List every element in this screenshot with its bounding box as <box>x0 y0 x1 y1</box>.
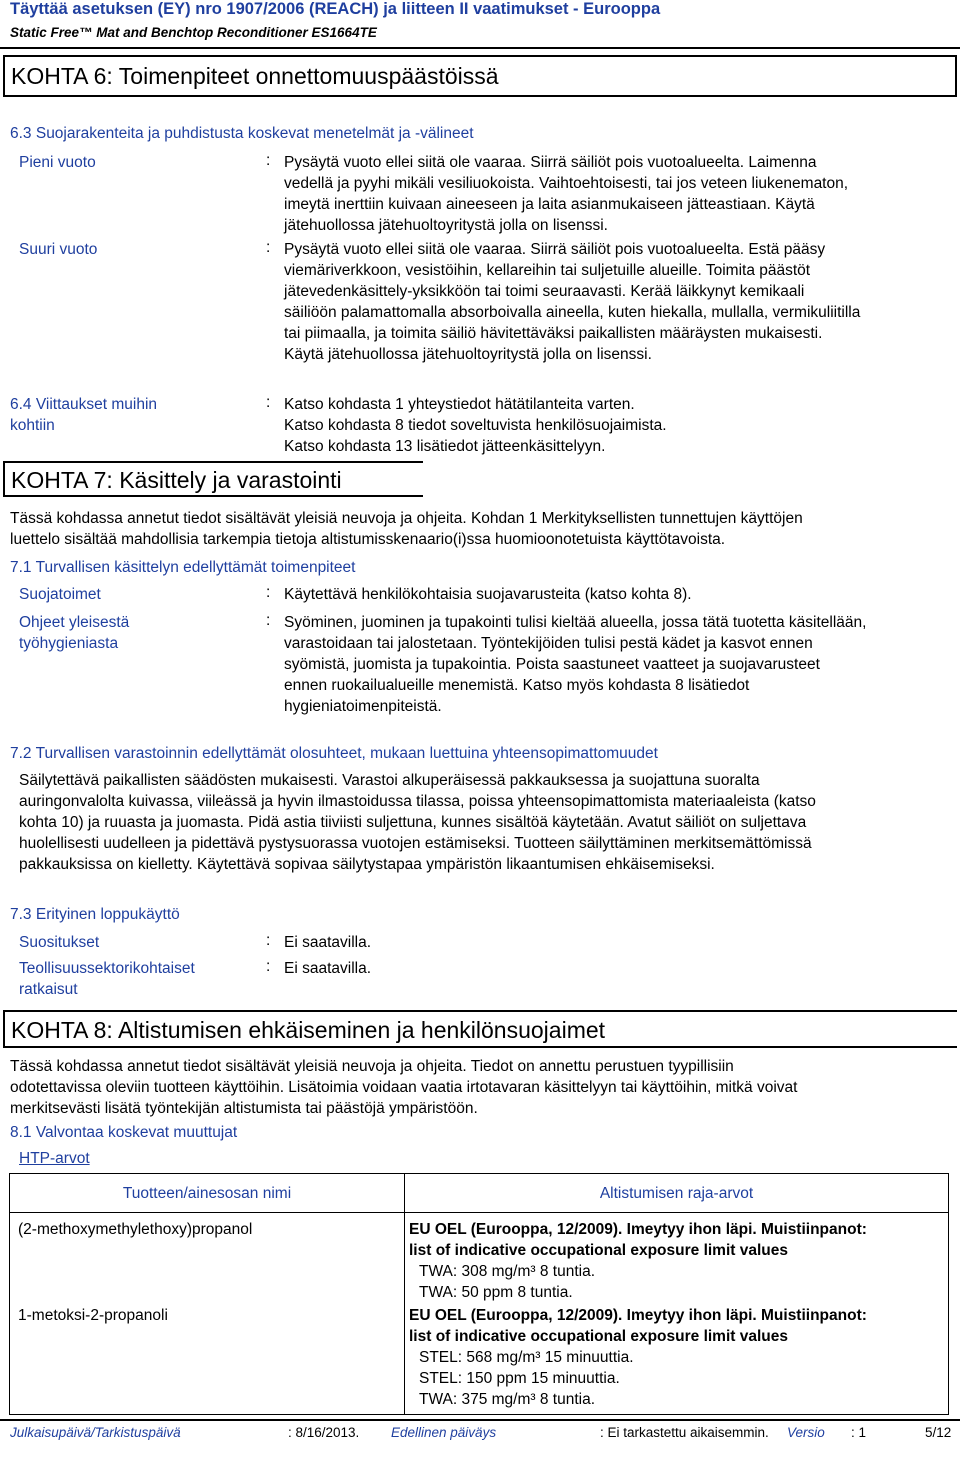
section-8-intro <box>10 1056 950 1119</box>
substance-name: 1-metoksi-2-propanoli <box>10 1305 405 1415</box>
text-line: Tässä kohdassa annetut tiedot sisältävät yleisiä neuvoja ja ohjeita. Kohdan 1 Merkityksellisten tunnettujen käyttöjen <box>10 510 803 527</box>
previous-date-label: Edellinen päiväys <box>391 1425 497 1440</box>
exposure-limit-cell <box>405 1213 949 1306</box>
text-line: imeytä inerttiin kuivaan aineeseen ja laita asianmukaiseen jätteastiaan. Käytä <box>284 196 815 213</box>
storage-conditions-text <box>19 770 949 875</box>
text-line: jätevedenkäsittely-yksikköön tai toimi seuraavasti. Kerää läikkynyt kemikaali <box>284 283 805 300</box>
small-spill-label: Pieni vuoto <box>19 154 96 171</box>
text-line: Katso kohdasta 8 tiedot soveltuvista henkilösuojaimista. <box>284 417 667 434</box>
previous-date-value: : Ei tarkastettu aikaisemmin. <box>600 1425 769 1440</box>
large-spill-text <box>284 239 954 365</box>
text-line: syömistä, juomista ja tupakointia. Poista saastuneet vaatteet ja suojavarusteet <box>284 656 820 673</box>
page-number: 5/12 <box>925 1425 952 1440</box>
text-line: luettelo sisältää mahdollisia tarkempia tietoja altistumisskenaario(i)ssa huomioonotetuista käyttötavoista. <box>10 531 726 548</box>
limit-note: list of indicative occupational exposure limit values <box>409 1328 788 1345</box>
version-value: : 1 <box>851 1425 867 1440</box>
text-line: ennen ruokailualueille menemistä. Katso myös kohdasta 8 lisätiedot <box>284 677 750 694</box>
product-name: Static Free™ Mat and Benchtop Reconditioner ES1664TE <box>10 25 377 40</box>
text-line: Katso kohdasta 1 yhteystiedot hätätilanteita varten. <box>284 396 635 413</box>
label-line: 6.4 Viittaukset muihin <box>10 396 158 413</box>
label-line: kohtiin <box>10 417 55 434</box>
hygiene-advice-text <box>284 612 954 717</box>
recommendations-value: Ei saatavilla. <box>284 934 372 951</box>
text-line: Pysäytä vuoto ellei siitä ole vaaraa. Siirrä säiliöt pois vuotoalueelta. Estä pääsy <box>284 241 826 258</box>
section-7-title-box <box>3 461 423 497</box>
limit-value: TWA: 50 ppm 8 tuntia. <box>419 1284 573 1301</box>
limit-source: EU OEL (Eurooppa, 12/2009). Imeytyy ihon läpi. Muistiinpanot: <box>409 1221 867 1238</box>
column-header-name: Tuotteen/ainesosan nimi <box>10 1174 405 1213</box>
section-7-intro <box>10 508 950 550</box>
references-6-4-text <box>284 394 954 457</box>
protective-measures-label: Suojatoimet <box>19 586 101 603</box>
limit-value: TWA: 375 mg/m³ 8 tuntia. <box>419 1391 596 1408</box>
text-line: odotettavissa oleviin tuotteen käyttöihin. Lisätoimia voidaan vaatia irtotavaran käsittelyyn tai käyttöihin, mitkä voivat <box>10 1079 798 1096</box>
subsection-7-1-heading: 7.1 Turvallisen käsittelyn edellyttämät toimenpiteet <box>10 559 356 576</box>
colon: : <box>266 584 271 601</box>
text-line: tai piimaalla, ja toimita säiliö hävitettäväksi paikallisten määräysten mukaisesti. <box>284 325 823 342</box>
limit-note: list of indicative occupational exposure limit values <box>409 1242 788 1259</box>
publication-date-label: Julkaisupäivä/Tarkistuspäivä <box>10 1425 181 1440</box>
large-spill-label: Suuri vuoto <box>19 241 98 258</box>
header-divider <box>0 47 960 49</box>
text-line: huolellisesti uudelleen ja pidettävä pystysuorassa vuotojen estämiseksi. Tuotteen säilyttäminen merkitsemättömissä <box>19 835 812 852</box>
text-line: varastoidaan tai jalostetaan. Työntekijöiden tulisi pestä kädet ja kasvot ennen <box>284 635 813 652</box>
exposure-limits-table <box>9 1173 949 1415</box>
substance-name: (2-methoxymethylethoxy)propanol <box>10 1213 405 1306</box>
text-line: Syöminen, juominen ja tupakointi tulisi kieltää alueella, jossa tätä tuotetta käsitellään, <box>284 614 867 631</box>
colon: : <box>266 239 271 256</box>
text-line: Tässä kohdassa annetut tiedot sisältävät yleisiä neuvoja ja ohjeita. Tiedot on annettu perustuen tyypillisiin <box>10 1058 734 1075</box>
text-line: viemäriverkkoon, vesistöihin, kellareihin tai suljetuille alueille. Toimita päästöt <box>284 262 811 279</box>
hygiene-advice-label <box>19 612 129 654</box>
exposure-limit-cell <box>405 1305 949 1415</box>
label-line: ratkaisut <box>19 981 78 998</box>
colon: : <box>266 612 271 629</box>
limit-source: EU OEL (Eurooppa, 12/2009). Imeytyy ihon läpi. Muistiinpanot: <box>409 1307 867 1324</box>
table-row <box>10 1213 949 1306</box>
text-line: säiliöön palamattomalla absorboivalla aineella, kuten hiekalla, mullalla, vermikuliitilla <box>284 304 861 321</box>
industry-solutions-label <box>19 958 195 1000</box>
industry-solutions-value: Ei saatavilla. <box>284 960 372 977</box>
limit-value: TWA: 308 mg/m³ 8 tuntia. <box>419 1263 596 1280</box>
text-line: merkitsevästi lisätä työntekijän altistumista tai päästöjä ympäristöön. <box>10 1100 478 1117</box>
section-6-title-box <box>3 55 957 97</box>
label-line: Ohjeet yleisestä <box>19 614 130 631</box>
text-line: hygieniatoimenpiteistä. <box>284 698 442 715</box>
small-spill-text <box>284 152 954 236</box>
colon: : <box>266 152 271 169</box>
table-row <box>10 1305 949 1415</box>
section-7-title: KOHTA 7: Käsittely ja varastointi <box>11 467 342 493</box>
colon: : <box>266 394 271 411</box>
section-8-title-box <box>3 1010 957 1048</box>
protective-measures-text: Käytettävä henkilökohtaisia suojavarusteita (katso kohta 8). <box>284 586 692 603</box>
text-line: jätehuollossa jätehuoltoyritystä jolla on lisenssi. <box>284 217 608 234</box>
text-line: Säilytettävä paikallisten säädösten mukaisesti. Varastoi alkuperäisessä pakkauksessa ja suojattuna suoralta <box>19 772 760 789</box>
table-header-row <box>10 1174 949 1213</box>
section-6-title: KOHTA 6: Toimenpiteet onnettomuuspäästöissä <box>11 63 499 89</box>
text-line: Käytä jätehuollossa jätehuoltoyritystä jolla on lisenssi. <box>284 346 652 363</box>
limit-value: STEL: 150 ppm 15 minuuttia. <box>419 1370 620 1387</box>
label-line: työhygieniasta <box>19 635 119 652</box>
colon: : <box>266 932 271 949</box>
subsection-7-2-heading: 7.2 Turvallisen varastoinnin edellyttämät olosuhteet, mukaan luettuina yhteensopimattomuudet <box>10 745 658 762</box>
label-line: Teollisuussektorikohtaiset <box>19 960 195 977</box>
text-line: pakkauksissa on kielletty. Käytettävä sopivaa säilytystapaa ympäristön likaantumisen ehkäisemiseksi. <box>19 856 715 873</box>
text-line: auringonvalolta kuivassa, viileässä ja hyvin ilmastoidussa tilassa, poissa yhteensopimattomista materiaaleista (katso <box>19 793 816 810</box>
document-header-title: Täyttää asetuksen (EY) nro 1907/2006 (REACH) ja liitteen II vaatimukset - Eurooppa <box>10 0 661 18</box>
references-6-4-label <box>10 394 157 436</box>
recommendations-label: Suositukset <box>19 934 100 951</box>
subsection-8-1-heading: 8.1 Valvontaa koskevat muuttujat <box>10 1124 238 1141</box>
htp-values-link[interactable]: HTP-arvot <box>19 1150 90 1167</box>
publication-date-value: : 8/16/2013. <box>288 1425 360 1440</box>
text-line: Katso kohdasta 13 lisätiedot jätteenkäsittelyyn. <box>284 438 606 455</box>
text-line: vedellä ja pyyhi mikäli vesiliuokoista. Vaihtoehtoisesti, tai jos veteen liukenematon, <box>284 175 849 192</box>
text-line: Pysäytä vuoto ellei siitä ole vaaraa. Siirrä säiliöt pois vuotoalueelta. Laimenna <box>284 154 817 171</box>
section-8-title: KOHTA 8: Altistumisen ehkäiseminen ja henkilönsuojaimet <box>11 1017 606 1043</box>
colon: : <box>266 958 271 975</box>
column-header-limits: Altistumisen raja-arvot <box>405 1174 949 1213</box>
limit-value: STEL: 568 mg/m³ 15 minuuttia. <box>419 1349 634 1366</box>
text-line: kohta 10) ja ruuasta ja juomasta. Pidä astia tiiviisti suljettuna, kunnes sisältöä käytetään. Avatut säiliöt on suljettava <box>19 814 807 831</box>
subsection-7-3-heading: 7.3 Erityinen loppukäyttö <box>10 906 180 923</box>
version-label: Versio <box>787 1425 825 1440</box>
subsection-6-3-heading: 6.3 Suojarakenteita ja puhdistusta koskevat menetelmät ja -välineet <box>10 125 474 142</box>
